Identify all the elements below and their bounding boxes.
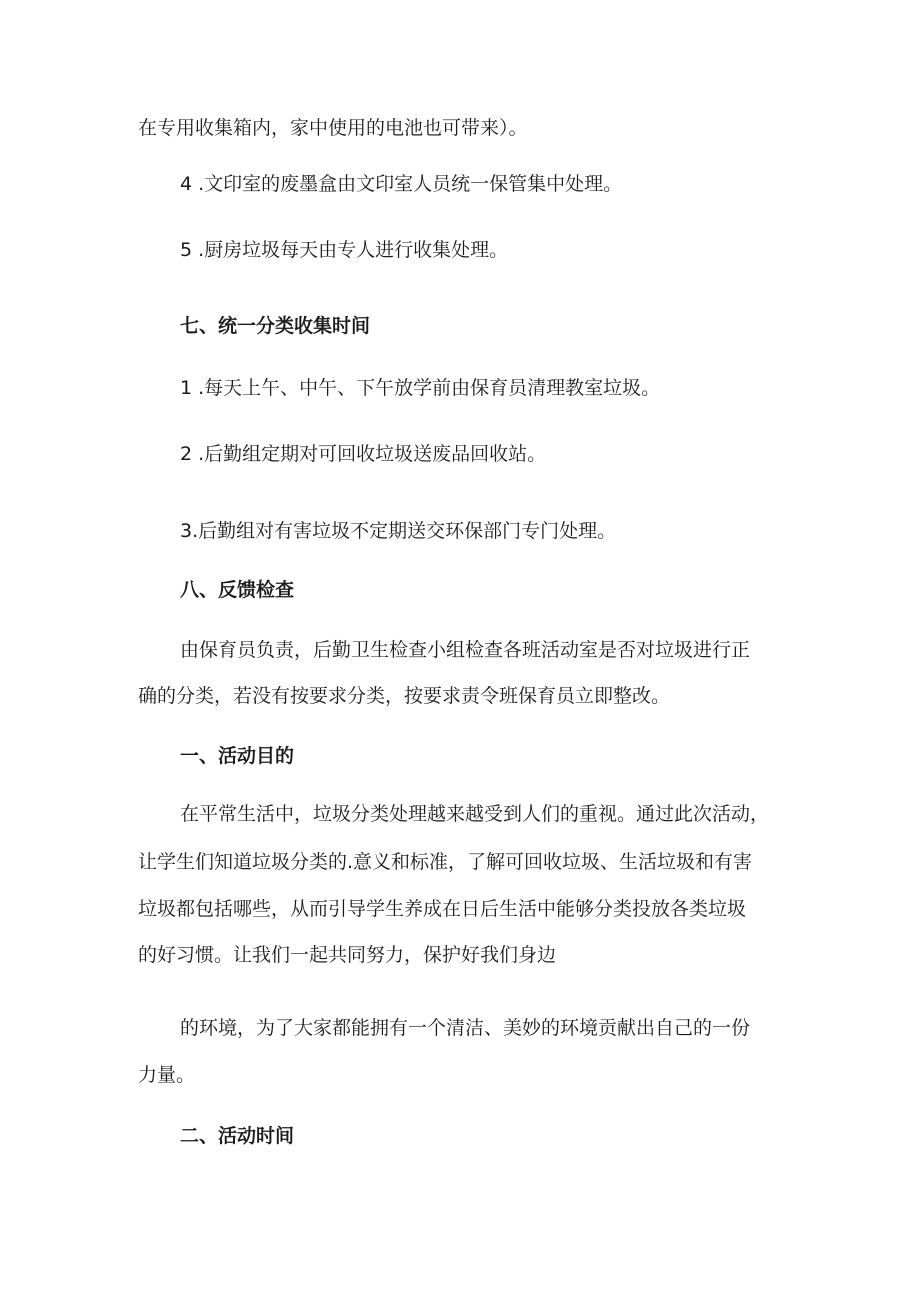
paragraph-line: 垃圾都包括哪些，从而引导学生养成在日后生活中能够分类投放各类垃圾 [138,898,747,920]
list-item: 4 .文印室的废墨盒由文印室人员统一保管集中处理。 [180,173,623,195]
section-heading: 二、活动时间 [180,1125,295,1147]
paragraph-line: 力量。 [138,1064,196,1086]
list-item: 1 .每天上午、中午、下午放学前由保育员清理教室垃圾。 [180,377,661,399]
list-item: 2 .后勤组定期对可回收垃圾送废品回收站。 [180,443,547,465]
paragraph-line: 在平常生活中，垃圾分类处理越来越受到人们的重视。通过此次活动， [180,803,770,825]
paragraph-line: 在专用收集箱内，家中使用的电池也可带来）。 [138,117,528,139]
section-heading: 七、统一分类收集时间 [180,315,371,337]
list-item: 5 .厨房垃圾每天由专人进行收集处理。 [180,239,509,261]
section-heading: 一、活动目的 [180,745,295,767]
section-heading: 八、反馈检查 [180,579,295,601]
paragraph-line: 让学生们知道垃圾分类的.意义和标准，了解可回收垃圾、生活垃圾和有害 [138,851,753,873]
list-item: 3.后勤组对有害垃圾不定期送交环保部门专门处理。 [180,520,617,542]
paragraph-line: 确的分类，若没有按要求分类，按要求责令班保育员立即整改。 [138,685,671,707]
paragraph-line: 由保育员负责，后勤卫生检查小组检查各班活动室是否对垃圾进行正 [180,639,751,661]
paragraph-line: 的好习惯。让我们一起共同努力，保护好我们身边 [138,944,557,966]
paragraph-line: 的环境，为了大家都能拥有一个清洁、美妙的环境贡献出自己的一份 [180,1017,751,1039]
